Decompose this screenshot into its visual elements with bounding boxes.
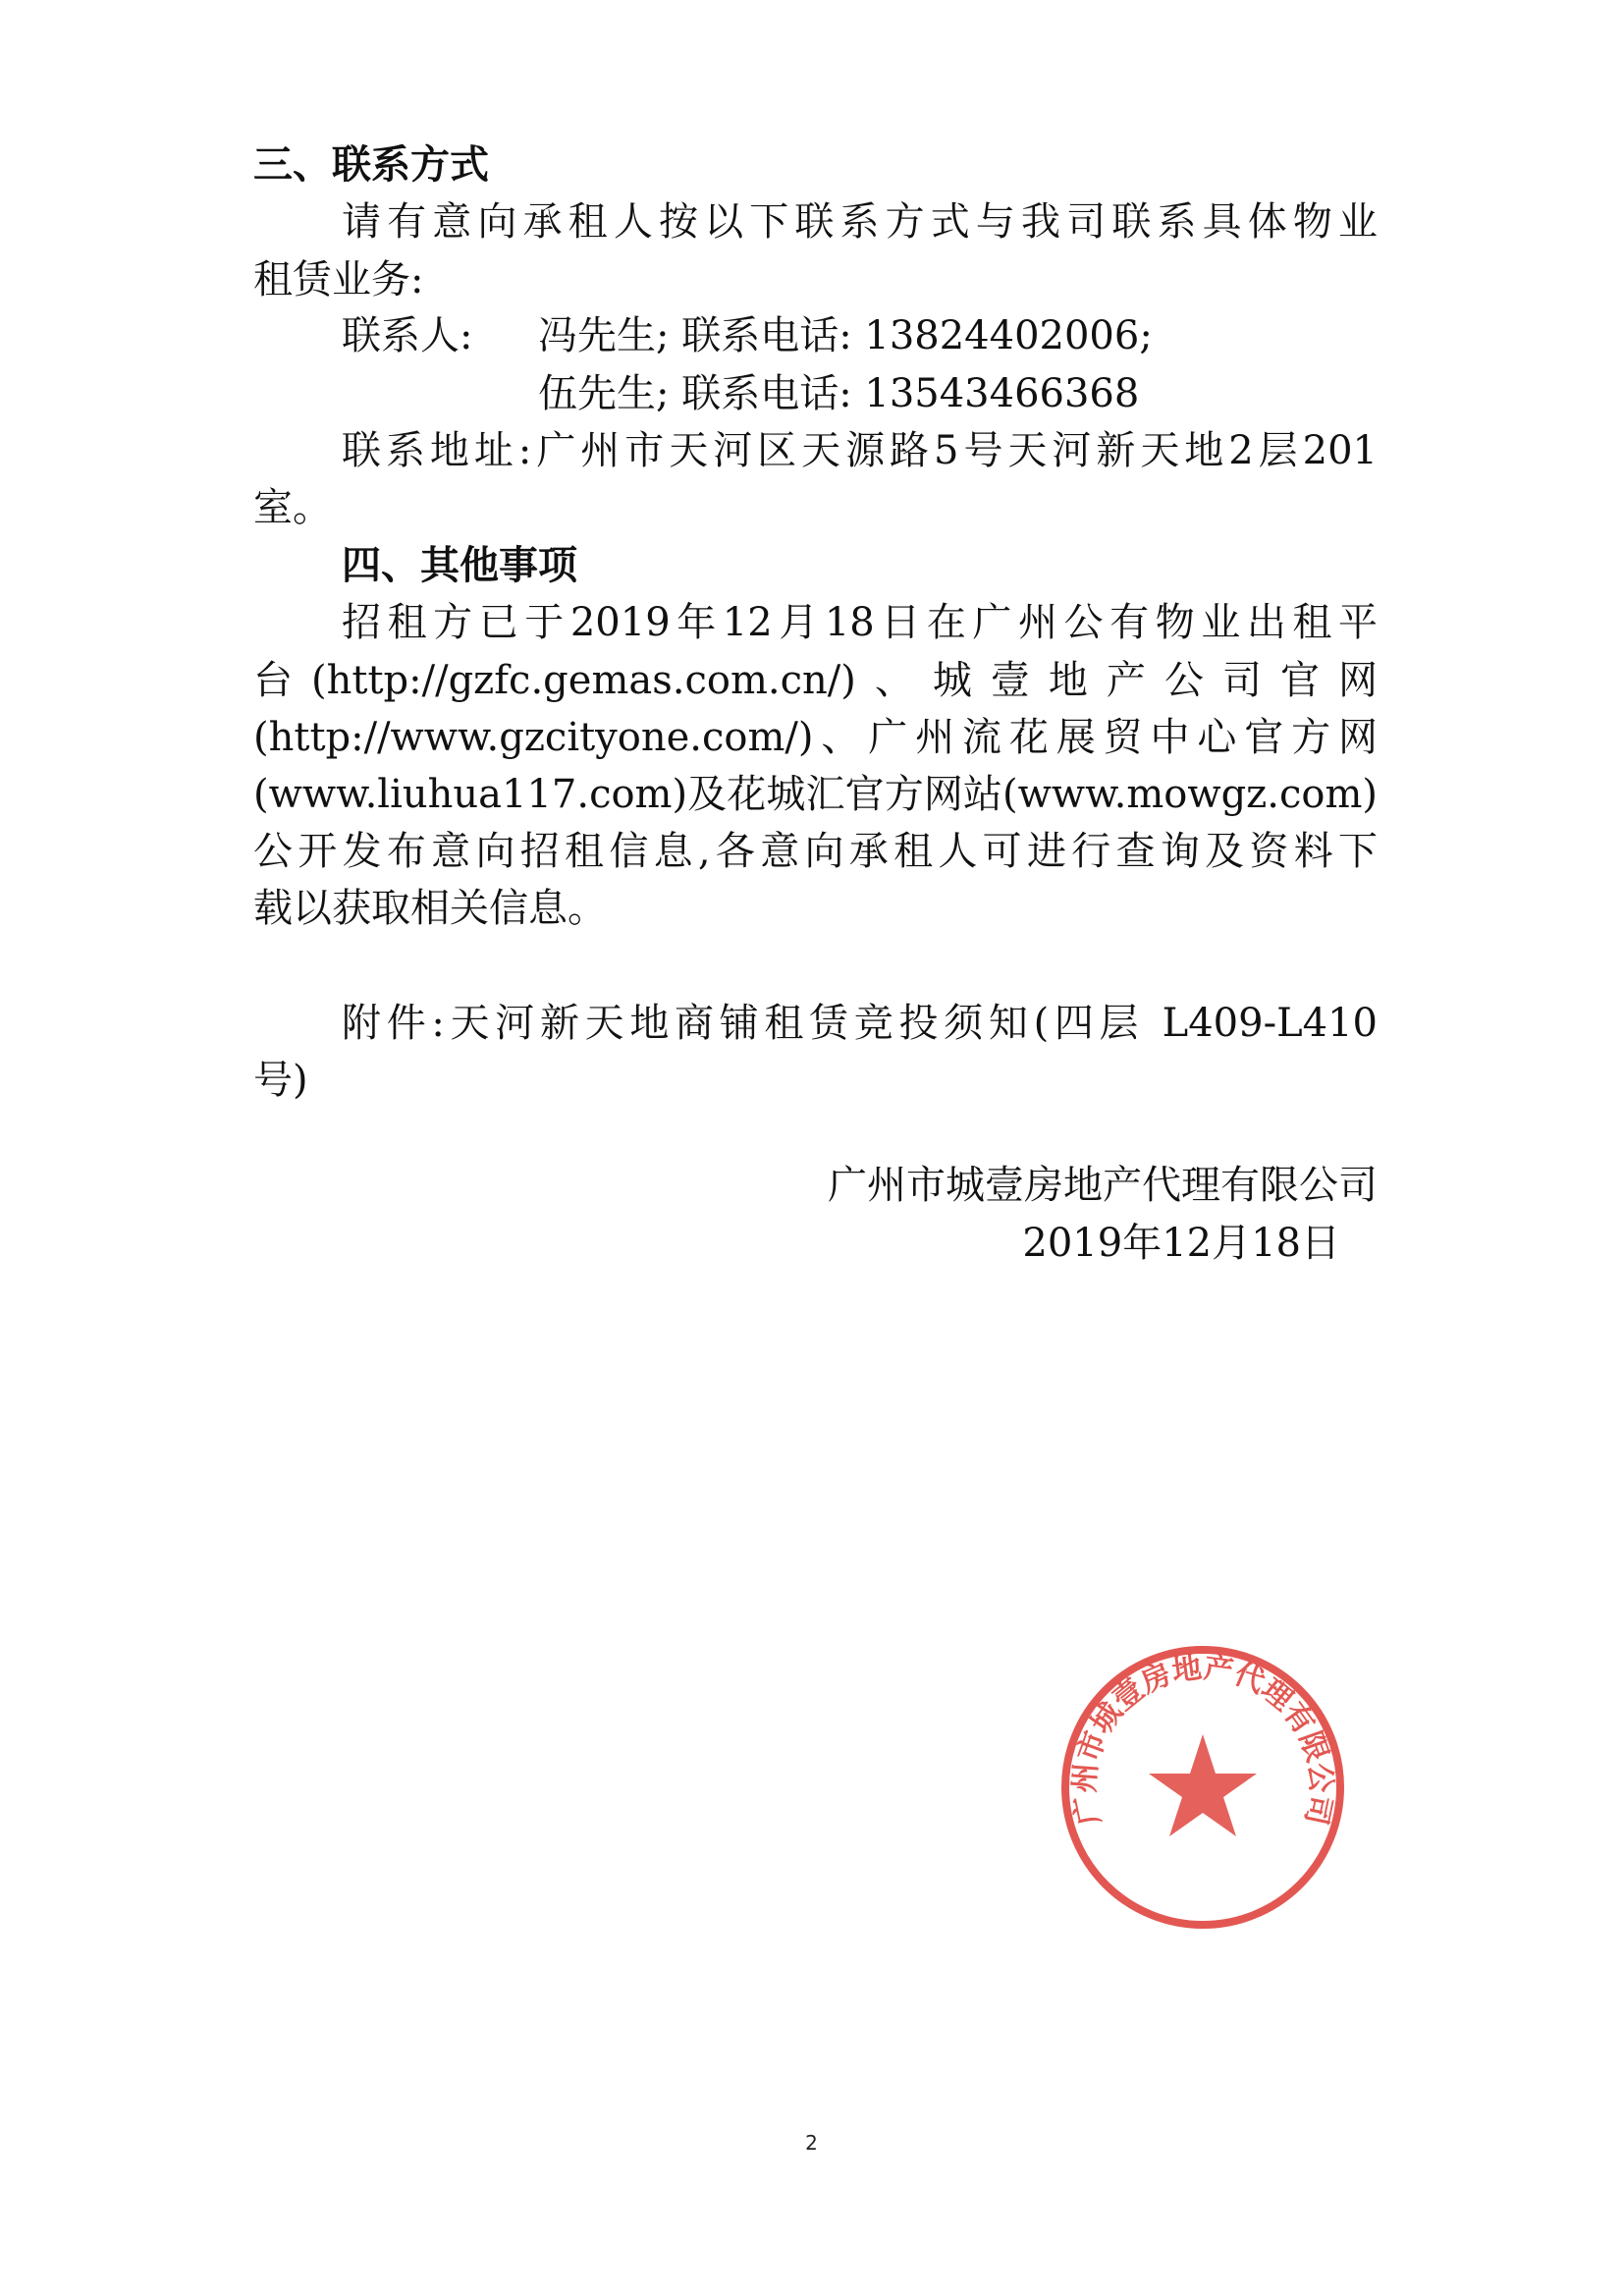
signature-date: 2019年12月18日 xyxy=(1022,1221,1340,1266)
other-line-3: (http://www.gzcityone.com/)、广州流花展贸中心官方网 xyxy=(253,715,1378,760)
contact-intro-line-1: 请有意向承租人按以下联系方式与我司联系具体物业 xyxy=(342,199,1378,245)
contact-address-line-1: 联系地址:广州市天河区天源路5号天河新天地2层201 xyxy=(342,428,1378,473)
attachment-line-2: 号) xyxy=(253,1058,308,1103)
company-seal xyxy=(1055,1640,1350,1935)
contact-intro-line-2: 租赁业务: xyxy=(253,257,424,302)
seal-star xyxy=(1149,1734,1257,1836)
section-heading-other: 四、其他事项 xyxy=(342,543,577,588)
contact-address-line-2: 室。 xyxy=(253,485,332,530)
contact-person-1: 冯先生; 联系电话: 13824402006; xyxy=(538,313,1153,358)
other-line-5: 公开发布意向招租信息,各意向承租人可进行查询及资料下 xyxy=(253,829,1378,874)
attachment-line-1: 附件:天河新天地商铺租赁竞投须知(四层 L409-L410 xyxy=(342,1001,1378,1046)
signature-company: 广州市城壹房地产代理有限公司 xyxy=(828,1163,1378,1208)
other-line-6: 载以获取相关信息。 xyxy=(253,886,607,931)
other-line-2: 台(http://gzfc.gemas.com.cn/)、城壹地产公司官网 xyxy=(253,658,1378,703)
page-number: 2 xyxy=(805,2131,818,2155)
section-heading-contact: 三、联系方式 xyxy=(253,142,489,188)
contact-person-label: 联系人: xyxy=(342,313,473,358)
contact-person-2: 伍先生; 联系电话: 13543466368 xyxy=(538,371,1140,416)
seal-text: 广州市城壹房地产代理有限公司 xyxy=(1067,1651,1338,1829)
other-line-4: (www.liuhua117.com)及花城汇官方网站(www.mowgz.com) xyxy=(253,772,1378,817)
other-line-1: 招租方已于2019年12月18日在广州公有物业出租平 xyxy=(342,600,1378,645)
